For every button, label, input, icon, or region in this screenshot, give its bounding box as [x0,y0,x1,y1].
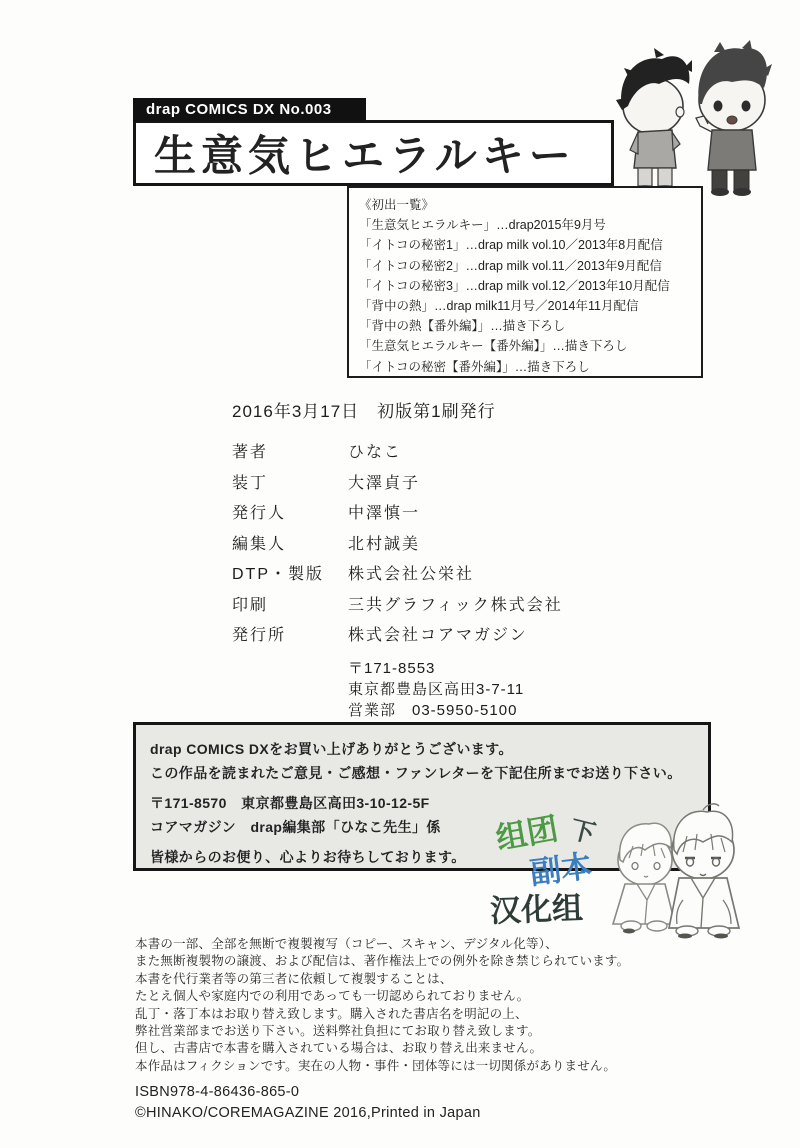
edition-line: 2016年3月17日 初版第1刷発行 [232,402,496,421]
credit-row [232,566,563,585]
credit-label: DTP・製版 [232,566,325,583]
first-publication-item: 「イトコの秘密2」…drap milk vol.11／2013年9月配信 [359,258,662,273]
copyright-line: ©HINAKO/COREMAGAZINE 2016,Printed in Japan [135,1105,481,1121]
legal-line: 本書を代行業者等の第三者に依頼して複製することは、 [135,971,453,986]
credit-row [232,475,563,494]
credit-row [232,444,563,463]
publisher-phone: 営業部 03-5950-5100 [348,701,518,719]
credit-label: 発行人 [232,505,287,522]
credit-value: 中澤慎一 [348,505,421,522]
chibi-boys-sitting-illustration [599,800,751,942]
credit-label: 著者 [232,444,269,461]
chibi-boys-standing-illustration [596,40,792,196]
first-publication-item: 「イトコの秘密【番外編】」…描き下ろし [359,359,590,374]
legal-line: 本作品はフィクションです。実在の人物・事件・団体等には一切関係がありません。 [135,1058,617,1073]
watermark-text: 下 [567,815,599,849]
thanks-line: drap COMICS DXをお買い上げありがとうございます。 [150,741,513,757]
first-publication-item: 「イトコの秘密1」…drap milk vol.10／2013年8月配信 [359,238,663,253]
credit-row [232,505,563,524]
credit-label: 装丁 [232,474,269,492]
publisher-street-address: 東京都豊島区高田3-7-11 [348,680,525,698]
credit-value: 株式会社コアマガジン [348,627,528,644]
credit-value: 株式会社公栄社 [348,566,475,583]
series-label: drap COMICS DX No.003 [146,101,332,118]
legal-line: 但し、古書店で本書を購入されている場合は、お取り替え出来ません。 [135,1041,543,1056]
credit-label: 印刷 [232,596,269,614]
series-label-band [133,98,366,121]
isbn-number: ISBN978-4-86436-865-0 [135,1084,300,1100]
credit-row [232,597,563,616]
watermark-text: 汉化组 [489,890,584,929]
credit-value: 北村誠美 [348,535,421,553]
legal-line: たとえ個人や家庭内での利用であっても一切認められておりません。 [135,989,530,1004]
first-publication-item: 「イトコの秘密3」…drap milk vol.12／2013年10月配信 [359,278,670,293]
credit-value: 三共グラフィック株式会社 [348,596,563,614]
mailing-postal-line: 〒171-8570 東京都豊島区高田3-10-12-5F [150,795,430,811]
credit-row [232,627,563,646]
first-publication-item: 「生意気ヒエラルキー【番外編】」…描き下ろし [359,339,628,354]
credit-value: 大澤貞子 [348,474,421,492]
watermark-text: 副本 [528,848,594,891]
credits-list [232,444,563,721]
legal-line: 本書の一部、全部を無断で複製複写（コピー、スキャン、デジタル化等）、 [135,937,558,951]
credit-label: 編集人 [232,535,287,553]
watermark-text: 组团 [493,810,561,857]
mailing-attention-line: コアマガジン drap編集部「ひなこ先生」係 [150,819,441,835]
feedback-line: この作品を読まれたご意見・ご感想・ファンレターを下記住所までお送り下さい。 [150,765,682,781]
awaiting-letters-line: 皆様からのお便り、心よりお待ちしております。 [150,849,466,865]
legal-line: 乱丁・落丁本はお取り替え致します。購入された書店名を明記の上、 [135,1006,528,1021]
first-publication-item: 「背中の熱【番外編】」…描き下ろし [359,319,566,334]
first-publication-item: 「背中の熱」…drap milk11月号／2014年11月配信 [359,299,639,314]
first-publication-box [347,186,703,378]
legal-line: 弊社営業部までお送り下さい。送料弊社負担にてお取り替え致します。 [135,1024,541,1039]
legal-line: また無断複製物の譲渡、および配信は、著作権法上での例外を除き禁じられています。 [135,954,630,969]
legal-notice [135,936,695,1075]
credit-label: 発行所 [232,627,287,644]
first-publication-item: 「生意気ヒエラルキー」…drap2015年9月号 [359,218,606,233]
first-publication-heading: 《初出一覧》 [359,198,435,212]
credit-value: ひなこ [348,444,403,461]
title-box [133,120,614,186]
publisher-address [348,658,563,721]
book-title: 生意気ヒエラルキー [154,131,576,180]
credit-row [232,536,563,555]
publisher-postal-code: 〒171-8553 [348,659,436,677]
